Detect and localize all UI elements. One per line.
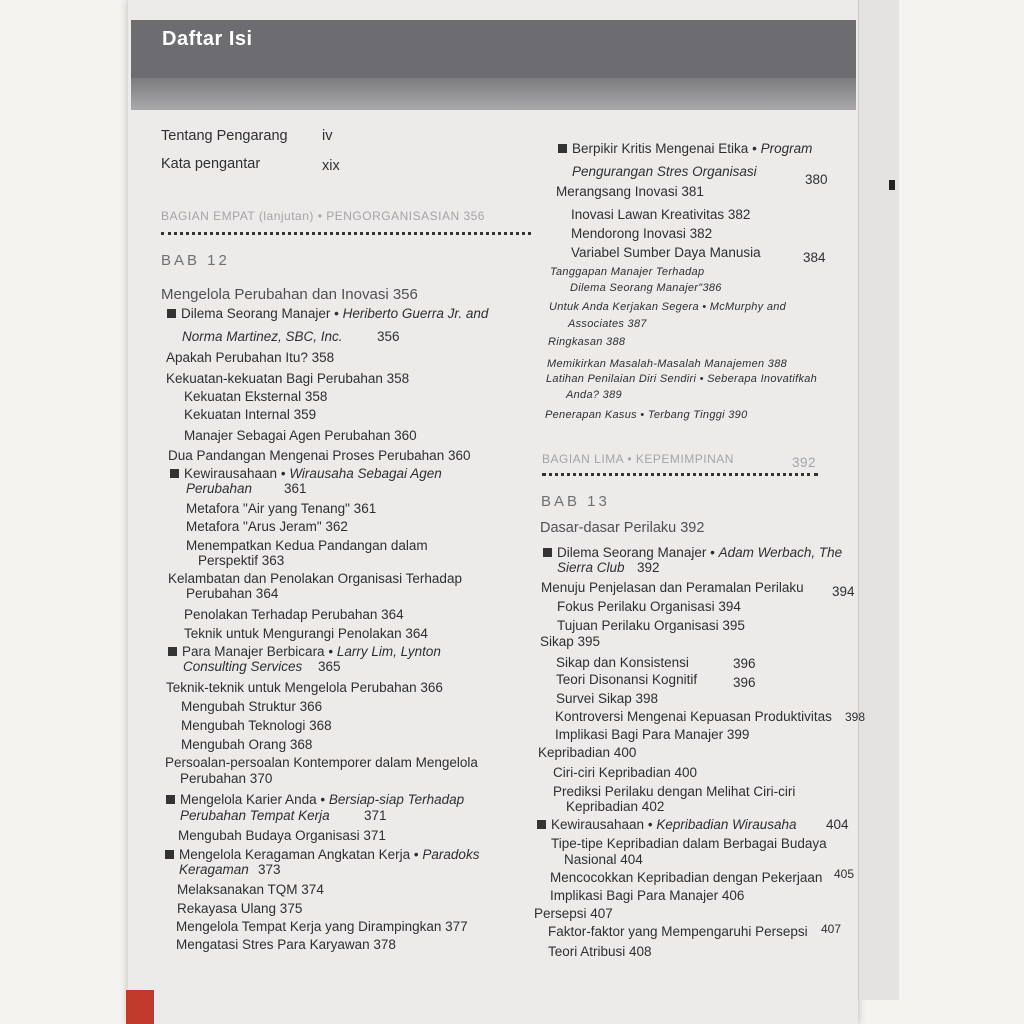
toc-entry: Sierra Club	[557, 560, 625, 575]
toc-entry: Teknik untuk Mengurangi Penolakan 364	[184, 626, 428, 641]
toc-entry: Penerapan Kasus • Terbang Tinggi 390	[545, 409, 748, 421]
toc-entry: Faktor-faktor yang Mempengaruhi Persepsi	[548, 924, 808, 939]
toc-entry: Metafora "Arus Jeram" 362	[186, 519, 348, 534]
toc-entry: Mengelola Tempat Kerja yang Dirampingkan 377	[176, 919, 468, 934]
toc-entry: Dilema Seorang Manajer • Adam Werbach, The	[543, 545, 842, 561]
dotted-rule	[161, 232, 531, 235]
toc-entry: Teori Disonansi Kognitif	[556, 672, 698, 687]
chapter-title: Dasar-dasar Perilaku 392	[540, 520, 705, 536]
toc-entry: Teori Atribusi 408	[548, 944, 652, 959]
square-bullet-icon	[167, 309, 176, 318]
toc-entry: Perubahan Tempat Kerja	[180, 808, 330, 823]
toc-entry: Norma Martinez, SBC, Inc.	[182, 329, 343, 344]
toc-page: 407	[821, 922, 842, 936]
toc-page: 392	[637, 560, 660, 575]
toc-entry: Kekuatan Internal 359	[184, 407, 317, 422]
toc-entry: Perubahan 370	[180, 771, 273, 786]
toc-entry: Teknik-teknik untuk Mengelola Perubahan 366	[166, 680, 443, 695]
chapter-number: BAB 12	[161, 252, 230, 269]
toc-page: 405	[834, 867, 855, 881]
toc-entry: Kepribadian 400	[538, 745, 637, 760]
toc-entry: Survei Sikap 398	[556, 691, 659, 706]
toc-entry: Inovasi Lawan Kreativitas 382	[571, 207, 751, 222]
toc-entry: Ciri-ciri Kepribadian 400	[553, 765, 698, 780]
chapter-number: BAB 13	[541, 493, 610, 510]
toc-entry: Mencocokkan Kepribadian dengan Pekerjaan	[550, 870, 823, 885]
square-bullet-icon	[166, 795, 175, 804]
toc-entry: Kekuatan-kekuatan Bagi Perubahan 358	[166, 371, 410, 386]
chapter-title: Mengelola Perubahan dan Inovasi 356	[161, 286, 418, 303]
part-heading: BAGIAN LIMA • KEPEMIMPINAN	[542, 452, 734, 466]
toc-entry: Tanggapan Manajer Terhadap	[550, 266, 705, 278]
toc-entry: Mengelola Keragaman Angkatan Kerja • Paradoks	[165, 847, 479, 863]
toc-page: 380	[805, 172, 828, 187]
header-band	[131, 78, 856, 110]
square-bullet-icon	[168, 647, 177, 656]
toc-page: 361	[284, 481, 307, 496]
toc-entry: Mengubah Teknologi 368	[181, 718, 332, 733]
toc-page: 365	[318, 659, 341, 674]
toc-entry: Sikap 395	[540, 634, 601, 649]
toc-entry: Tujuan Perilaku Organisasi 395	[557, 618, 745, 633]
toc-page: 356	[377, 329, 400, 344]
toc-page: 373	[258, 862, 281, 877]
toc-entry: Metafora "Air yang Tenang" 361	[186, 501, 377, 516]
toc-entry: Anda? 389	[566, 389, 622, 401]
square-bullet-icon	[543, 548, 552, 557]
toc-page: 398	[845, 710, 866, 724]
toc-page: iv	[322, 128, 333, 144]
toc-entry: Tentang Pengarang	[161, 128, 288, 144]
toc-entry: Variabel Sumber Daya Manusia	[571, 245, 761, 260]
toc-entry: Kepribadian 402	[566, 799, 665, 814]
toc-entry: Implikasi Bagi Para Manajer 399	[555, 727, 750, 742]
toc-entry: Perspektif 363	[198, 553, 285, 568]
toc-entry: Mengubah Orang 368	[181, 737, 313, 752]
facing-page-mark	[889, 180, 895, 190]
toc-entry: Latihan Penilaian Diri Sendiri • Seberapa Inovatifkah	[546, 373, 818, 385]
toc-entry: Mengatasi Stres Para Karyawan 378	[176, 937, 396, 952]
toc-entry: Sikap dan Konsistensi	[556, 655, 689, 670]
toc-entry: Berpikir Kritis Mengenai Etika • Program	[558, 141, 812, 157]
toc-entry: Associates 387	[568, 318, 647, 330]
toc-entry: Ringkasan 388	[548, 336, 626, 348]
toc-entry: Kewirausahaan • Kepribadian Wirausaha	[537, 817, 797, 833]
toc-page: 394	[832, 584, 855, 599]
toc-page: xix	[322, 158, 340, 174]
toc-entry: Manajer Sebagai Agen Perubahan 360	[184, 428, 417, 443]
toc-page: 371	[364, 808, 387, 823]
toc-entry: Para Manajer Berbicara • Larry Lim, Lynton	[168, 644, 441, 660]
book-cover-corner	[126, 990, 154, 1024]
toc-page: 384	[803, 250, 826, 265]
toc-entry: Persepsi 407	[534, 906, 613, 921]
toc-entry: Persoalan-persoalan Kontemporer dalam Mengelola	[165, 755, 478, 770]
toc-entry: Mengubah Budaya Organisasi 371	[178, 828, 386, 843]
toc-entry: Menuju Penjelasan dan Peramalan Perilaku	[541, 580, 804, 595]
toc-entry: Nasional 404	[564, 852, 643, 867]
dotted-rule	[542, 473, 818, 476]
toc-entry: Apakah Perubahan Itu? 358	[166, 350, 335, 365]
toc-entry: Pengurangan Stres Organisasi	[572, 164, 757, 179]
facing-page-edge	[858, 0, 899, 1000]
toc-entry: Dilema Seorang Manajer"386	[570, 282, 722, 294]
toc-entry: Untuk Anda Kerjakan Segera • McMurphy and	[549, 301, 787, 313]
toc-entry: Menempatkan Kedua Pandangan dalam	[186, 538, 428, 553]
square-bullet-icon	[165, 850, 174, 859]
square-bullet-icon	[170, 469, 179, 478]
toc-entry: Perubahan 364	[186, 586, 279, 601]
toc-entry: Mengelola Karier Anda • Bersiap-siap Terhadap	[166, 792, 464, 808]
toc-entry: Rekayasa Ulang 375	[177, 901, 303, 916]
toc-entry: Kata pengantar	[161, 156, 261, 172]
toc-entry: Keragaman	[179, 862, 249, 877]
toc-page: 404	[826, 817, 849, 832]
toc-entry: Kewirausahaan • Wirausaha Sebagai Agen	[170, 466, 442, 482]
toc-entry: Consulting Services	[183, 659, 303, 674]
toc-entry: Perubahan	[186, 481, 253, 496]
toc-entry: Dilema Seorang Manajer • Heriberto Guerra Jr. and	[167, 306, 488, 322]
part-page: 392	[792, 455, 817, 470]
square-bullet-icon	[558, 144, 567, 153]
page-title: Daftar Isi	[162, 28, 253, 50]
toc-entry: Memikirkan Masalah-Masalah Manajemen 388	[547, 358, 788, 370]
toc-page: 396	[733, 656, 756, 671]
toc-entry: Melaksanakan TQM 374	[177, 882, 324, 897]
toc-entry: Merangsang Inovasi 381	[556, 184, 704, 199]
toc-entry: Dua Pandangan Mengenai Proses Perubahan 360	[168, 448, 471, 463]
toc-entry: Prediksi Perilaku dengan Melihat Ciri-ciri	[553, 784, 796, 799]
square-bullet-icon	[537, 820, 546, 829]
toc-entry: Penolakan Terhadap Perubahan 364	[184, 607, 404, 622]
toc-entry: Mengubah Struktur 366	[181, 699, 323, 714]
toc-entry: Kekuatan Eksternal 358	[184, 389, 328, 404]
toc-entry: Fokus Perilaku Organisasi 394	[557, 599, 741, 614]
toc-entry: Kontroversi Mengenai Kepuasan Produktivitas	[555, 709, 832, 724]
part-heading: BAGIAN EMPAT (lanjutan) • PENGORGANISASIAN 356	[161, 209, 485, 223]
toc-entry: Tipe-tipe Kepribadian dalam Berbagai Budaya	[551, 836, 827, 851]
toc-entry: Mendorong Inovasi 382	[571, 226, 713, 241]
toc-entry: Implikasi Bagi Para Manajer 406	[550, 888, 745, 903]
toc-page: 396	[733, 675, 756, 690]
toc-entry: Kelambatan dan Penolakan Organisasi Terhadap	[168, 571, 462, 586]
